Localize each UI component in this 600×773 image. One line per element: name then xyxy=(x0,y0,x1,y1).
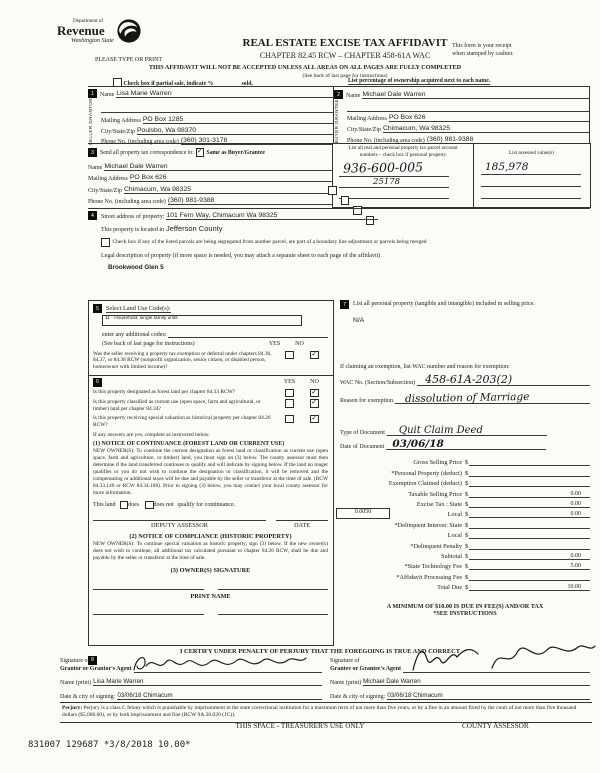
forest-no-checkbox[interactable] xyxy=(310,389,319,398)
historic-yes-checkbox[interactable] xyxy=(285,415,294,424)
buyer-side-label-2: GRANTEE xyxy=(334,99,339,125)
delinquent-interest-local-value xyxy=(581,532,590,538)
seller-mailing-value: PO Box 1285 xyxy=(142,115,184,123)
land-use-header-row xyxy=(93,304,328,313)
grantee-name-field[interactable] xyxy=(363,678,590,686)
corr-city-value: Chimacum, Wa 98325 xyxy=(124,185,191,193)
subtotal-field[interactable] xyxy=(469,552,590,560)
date-label: DATE xyxy=(293,522,311,530)
personal-property-checkbox-1[interactable] xyxy=(328,186,337,195)
buyer-phone-value: (360) 981-9388 xyxy=(426,136,474,143)
doc-date-field[interactable] xyxy=(386,438,546,450)
subtotal-value: 0.00 xyxy=(570,552,581,559)
forest-land-question: Is this property designated as forest land per chapter 84.33 RCW? xyxy=(93,388,236,395)
dollar-sign: $ xyxy=(465,532,469,540)
receipt-note-line1: This form is your receipt xyxy=(452,43,512,49)
section5-number: 5 xyxy=(93,304,102,313)
seller-city-label: City/State/Zip xyxy=(101,128,135,135)
grantor-name-value: Lisa Marie Warren xyxy=(93,678,144,685)
assessed-line-1[interactable] xyxy=(481,174,581,175)
doc-date-row xyxy=(340,438,590,450)
grantee-name-value: Michael Dale Warren xyxy=(363,678,421,685)
section6-number: 6 xyxy=(93,378,102,387)
grantee-name-print-label: Name (print) xyxy=(330,680,362,686)
send-correspondence-label: Send all property tax correspondence to: xyxy=(100,149,194,156)
seller-fields xyxy=(101,98,333,145)
local-rate-box: 0.0050 xyxy=(336,508,390,519)
doc-date-label: Date of Document xyxy=(340,444,385,450)
deputy-assessor-label: DEPUTY ASSESSOR xyxy=(151,522,208,530)
land-use-heading: Select Land Use Code(s): xyxy=(106,304,171,312)
personal-property-deduct-label: *Personal Property (deduct) xyxy=(391,469,462,477)
section5-yes-header: YES xyxy=(268,341,281,347)
grantor-date-city-value: 03/06/18 Chimacum xyxy=(117,692,173,699)
assessed-line-3[interactable] xyxy=(481,198,581,199)
delinquent-interest-state-value xyxy=(581,522,590,528)
buyer-name-value: Michael Dale Warren xyxy=(362,91,426,99)
grantor-sig-of-label: Signature of xyxy=(60,658,90,664)
selling-price-section xyxy=(340,300,590,617)
total-due-value: 10.00 xyxy=(567,584,581,591)
cashier-stamp: 831007 129687 *3/8/2018 10.00* xyxy=(28,740,191,750)
personal-property-heading-row xyxy=(340,300,590,309)
parcel-heading-line2: numbers – check box if personal property xyxy=(359,151,447,158)
reason-value: dissolution of Marriage xyxy=(404,390,530,406)
qualify-label: qualify for continuance. xyxy=(177,502,236,509)
doc-date-value: 03/06/18 xyxy=(392,438,444,450)
parcel-number-2: 25178 xyxy=(373,177,401,187)
seller-grantor-section xyxy=(88,87,334,144)
grantor-agent-label: Grantor or Grantor's Agent xyxy=(60,665,132,672)
doc-type-value: Quit Claim Deed xyxy=(398,425,483,436)
assessed-heading: List assessed value(s) xyxy=(509,150,554,156)
dor-swirl-icon xyxy=(116,18,142,49)
delinquent-interest-local-field[interactable] xyxy=(469,531,590,539)
exemption-claimed-row xyxy=(340,477,590,487)
seller-body xyxy=(88,98,333,145)
receipt-note xyxy=(452,43,572,59)
buyer-side-label xyxy=(334,99,347,144)
grantor-signature-row xyxy=(60,658,322,673)
subtotal-label: Subtotal xyxy=(441,552,462,560)
state-technology-fee-row xyxy=(340,560,590,570)
personal-property-checkbox-2[interactable] xyxy=(341,196,350,205)
section2-number: 2 xyxy=(334,90,343,99)
historic-question-row xyxy=(93,415,328,429)
dollar-sign: $ xyxy=(465,584,469,592)
date-slot xyxy=(276,519,328,529)
exemption-no-checkbox[interactable] xyxy=(310,351,319,360)
section6-block xyxy=(89,375,333,615)
excise-tax-local-row xyxy=(340,508,590,518)
please-type-label: PLEASE TYPE OR PRINT xyxy=(95,57,163,63)
parcel-heading-line1: List all real and personal property tax parcel account xyxy=(348,145,458,151)
if-yes-note: If any answers are yes, complete as instructed below. xyxy=(93,432,210,439)
section8-number: 8 xyxy=(88,656,97,665)
buyer-mailing-field[interactable] xyxy=(389,114,589,122)
parties-block xyxy=(88,86,590,144)
exemption-yes-checkbox[interactable] xyxy=(285,351,294,360)
tax-correspondence-section xyxy=(88,143,332,207)
does-not-label: does not xyxy=(153,502,174,509)
delinquent-penalty-value xyxy=(581,543,590,549)
total-due-field[interactable] xyxy=(469,583,590,591)
excise-tax-state-label: Excise Tax : State xyxy=(416,500,462,508)
buyer-city-field[interactable] xyxy=(383,125,589,133)
grantor-signature-field[interactable] xyxy=(134,658,322,673)
grantor-name-row xyxy=(60,678,322,686)
assessed-line-2[interactable] xyxy=(481,186,581,187)
see-instructions-note: *SEE INSTRUCTIONS xyxy=(433,610,497,618)
grantor-date-row xyxy=(60,692,322,700)
corr-name-value: Michael Dale Warren xyxy=(104,162,168,170)
signature-grid xyxy=(60,658,590,700)
buyer-city-label: City/State/Zip xyxy=(347,127,381,134)
grantee-date-city-value: 03/06/18 Chimacum xyxy=(387,692,443,699)
section5-no-header: NO xyxy=(295,341,304,347)
exemption-claimed-field[interactable] xyxy=(469,479,590,487)
seller-mailing-field[interactable] xyxy=(143,116,333,124)
corr-name-field[interactable] xyxy=(104,163,332,171)
partial-sale-suffix: sold. xyxy=(241,80,253,87)
section1-number: 1 xyxy=(88,89,97,98)
completion-warning: THIS AFFIDAVIT WILL NOT BE ACCEPTED UNLESS ALL AREAS ON ALL PAGES ARE FULLY COMPLETED xyxy=(148,64,462,71)
owner-signature-lines xyxy=(93,588,328,590)
legal-description-value: Brookwood Glen 5 xyxy=(108,263,164,271)
dollar-sign: $ xyxy=(465,500,469,508)
grantee-date-row xyxy=(330,692,590,700)
grantor-signature-block xyxy=(60,658,330,700)
excise-tax-state-field[interactable] xyxy=(469,500,590,508)
personal-property-heading: List all personal property (tangible and intangible) included in selling price. xyxy=(353,301,535,307)
print-name-lines xyxy=(93,613,328,615)
wac-value: 458-61A-203(2) xyxy=(425,373,513,386)
legal-description-label: Legal description of property (if more space is needed, you may attach a separate sheet to each page of the affidavit) xyxy=(101,252,381,259)
same-as-buyer-checkbox[interactable] xyxy=(196,148,205,157)
section6-header-row xyxy=(93,378,328,387)
seller-extra-name-field[interactable] xyxy=(101,105,333,113)
corr-phone-label: Phone No. (including area code) xyxy=(88,199,166,206)
notice-compliance-title: (2) NOTICE OF COMPLIANCE (HISTORIC PROPERTY) xyxy=(129,533,292,541)
section3-number: 3 xyxy=(88,148,97,157)
logo-dept-text: Department of xyxy=(73,18,104,24)
current-use-question: Is this property classified as current use (open space, farm and agricultural, or timber) land per chapter 84.34? xyxy=(93,399,261,412)
forest-land-question-row xyxy=(93,389,328,398)
perjury-bold: Perjury: xyxy=(62,705,83,711)
qualify-row xyxy=(93,501,328,510)
personal-property-deduct-row xyxy=(340,466,590,476)
corr-phone-value: (360) 981-9388 xyxy=(167,197,215,205)
doc-type-row xyxy=(340,425,590,436)
buyer-phone-label: Phone No. (including area code) xyxy=(347,138,425,144)
print-name-heading: PRINT NAME xyxy=(190,593,231,601)
street-address-value: 101 Fern Way, Chimacum Wa 98325 xyxy=(166,212,278,219)
see-back-yesno-row xyxy=(93,341,328,349)
exemption-question-text: Was the seller receiving a property tax exemption or deferral under chapters 84.36, 84.37, or 84.38 RCW (nonprofit organization, senior citizen, or disabled person, homeowner with limited income)? xyxy=(93,350,272,370)
seller-name-row xyxy=(88,87,333,98)
does-checkbox[interactable] xyxy=(120,501,129,510)
buyer-extra-name-field[interactable] xyxy=(347,104,589,112)
state-technology-fee-value: 5.00 xyxy=(570,563,581,570)
seller-side-label xyxy=(88,98,101,145)
buyer-name-field[interactable] xyxy=(362,91,589,99)
segregated-checkbox[interactable] xyxy=(101,238,110,247)
taxable-selling-price-value: 0.00 xyxy=(570,490,581,497)
land-use-section-box xyxy=(88,300,334,646)
section7-number: 7 xyxy=(340,300,349,309)
additional-codes-row xyxy=(93,330,328,338)
corr-city-label: City/State/Zip xyxy=(88,187,122,194)
total-due-label: Total Due xyxy=(437,584,462,592)
historic-no-checkbox[interactable] xyxy=(310,415,319,424)
segregated-label: Check box if any of the listed parcels are being segregated from another parcel, are part of a boundary line adjustment or parcels being merged xyxy=(112,239,427,246)
personal-property-value: N/A xyxy=(353,317,365,324)
seller-phone-label: Phone No. (including area code) xyxy=(101,139,179,146)
does-label: does xyxy=(128,502,139,509)
county-value: Jefferson County xyxy=(166,224,223,233)
land-use-code-value: 11 - Household, single family units xyxy=(105,316,178,321)
excise-tax-local-value: 0.00 xyxy=(570,511,581,518)
wac-label: WAC No. (Section/Subsection) xyxy=(340,380,416,386)
current-use-no-checkbox[interactable] xyxy=(310,399,319,408)
grantee-date-city-label: Date & city of signing: xyxy=(330,694,386,700)
ownership-note: List percentage of ownership acquired next to each name. xyxy=(348,78,491,84)
see-back-note: (See back of last page for instructions) xyxy=(302,72,388,79)
street-address-field[interactable] xyxy=(166,212,378,220)
doc-type-label: Type of Document xyxy=(340,430,385,436)
delinquent-interest-state-field[interactable] xyxy=(469,521,590,529)
deputy-assessor-row xyxy=(93,519,328,529)
reason-field[interactable] xyxy=(395,390,590,406)
grantee-signature-block xyxy=(330,658,590,700)
does-not-checkbox[interactable] xyxy=(145,501,154,510)
same-as-buyer-label: Same as Buyer/Grantee xyxy=(206,149,265,156)
dollar-sign: $ xyxy=(465,480,469,488)
exemption-claimed-label: Exemption Claimed (deduct) xyxy=(388,480,462,488)
additional-codes-field[interactable] xyxy=(168,330,328,338)
receipt-note-line2: when stamped by cashier. xyxy=(452,50,514,57)
buyer-mailing-value: PO Box 626 xyxy=(388,114,426,122)
dollar-sign: $ xyxy=(465,511,469,519)
grantee-sig-of-label: Signature of xyxy=(330,658,360,664)
dollar-sign: $ xyxy=(465,521,469,529)
print-name-line-1[interactable] xyxy=(93,613,204,615)
property-address-section xyxy=(88,208,590,271)
correspondence-header-row xyxy=(88,144,332,159)
buyer-body xyxy=(334,99,589,144)
corr-city-field[interactable] xyxy=(124,186,332,194)
corr-name-label: Name xyxy=(88,164,103,171)
located-label: This property is located in xyxy=(101,227,164,233)
reason-label: Reason for exemption xyxy=(340,398,393,404)
seller-name-field[interactable] xyxy=(116,90,333,98)
taxable-selling-price-label: Taxable Selling Price xyxy=(408,490,462,498)
grantor-name-field[interactable] xyxy=(93,678,322,686)
gross-selling-price-value xyxy=(581,459,590,465)
gross-selling-price-label: Gross Selling Price xyxy=(413,459,462,467)
street-address-row xyxy=(88,211,590,220)
seller-name-label: Name xyxy=(100,92,115,98)
personal-property-deduct-value xyxy=(581,470,590,476)
historic-question: Is this property receiving special valuation as historical property per chapter 84.26 RCW? xyxy=(93,414,271,428)
parcel-line-2[interactable] xyxy=(339,187,449,188)
county-assessor-label: COUNTY ASSESSOR xyxy=(462,722,529,730)
grantor-date-city-field[interactable] xyxy=(117,692,322,700)
taxable-selling-price-field[interactable] xyxy=(469,490,590,498)
dor-logo xyxy=(57,18,142,49)
form-subtitle: CHAPTER 82.45 RCW – CHAPTER 458-61A WAC xyxy=(259,51,431,60)
notice-continuance-body: NEW OWNER(S): To continue the current designation as forest land or classification as current use (open space, farm and agriculture, or timber) land, you must sign on (3) below. The county assessor must then determine if the land transferred continues to qualify and will indicate by signing below. If the land no longer qualifies or you do not wish to continue the designation or classification, it will be removed and the compensating or additional taxes will be due and payable by the seller or transferor at the time of sale. (RCW 84.33.140 or RCW 84.34.108). Prior to signing (3) below, you may contact your local county assessor for more information. xyxy=(93,448,328,496)
forest-yes-checkbox[interactable] xyxy=(285,389,294,398)
deputy-assessor-line[interactable] xyxy=(93,519,266,521)
affidavit-processing-fee-value xyxy=(581,574,590,580)
grantee-name-row xyxy=(330,678,590,686)
delinquent-interest-local-row xyxy=(340,529,590,539)
taxable-selling-price-row xyxy=(340,487,590,497)
segregated-row xyxy=(88,238,590,247)
corr-mailing-label: Mailing Address xyxy=(88,176,128,183)
form-title: REAL ESTATE EXCISE TAX AFFIDAVIT xyxy=(242,37,448,49)
delinquent-penalty-row xyxy=(340,539,590,549)
buyer-city-value: Chimacum, Wa 98325 xyxy=(383,125,450,133)
owner-signature-line-2[interactable] xyxy=(218,588,329,590)
dollar-sign: $ xyxy=(465,552,469,560)
dollar-sign: $ xyxy=(465,459,469,467)
seller-mailing-label: Mailing Address xyxy=(101,117,141,124)
land-use-code-select[interactable] xyxy=(102,315,302,326)
buyer-name-label: Name xyxy=(346,93,361,100)
wac-field[interactable] xyxy=(417,373,590,386)
buyer-mailing-label: Mailing Address xyxy=(347,116,387,123)
seller-phone-value: (360) 301-3178 xyxy=(180,137,228,145)
parcel-line-3[interactable] xyxy=(339,198,449,199)
section6-yes-header: YES xyxy=(283,378,296,385)
treasurer-use-label: THIS SPACE - TREASURER'S USE ONLY xyxy=(235,722,365,730)
exemption-question-row xyxy=(93,351,328,371)
gross-selling-price-row xyxy=(340,456,590,466)
dollar-sign: $ xyxy=(465,469,469,477)
affidavit-processing-fee-label: *Affidavit Processing Fee xyxy=(396,573,462,581)
excise-tax-local-field[interactable] xyxy=(469,510,590,518)
corr-mailing-field[interactable] xyxy=(130,174,332,182)
excise-tax-local-label: Local xyxy=(447,511,462,519)
grantee-agent-label: Grantee or Grantee's Agent xyxy=(330,665,402,672)
seller-name-value: Lisa Marie Warren xyxy=(116,90,172,97)
wac-row xyxy=(340,373,590,386)
seller-side-label-2: GRANTOR xyxy=(88,98,93,124)
corr-phone-field[interactable] xyxy=(168,197,332,205)
buyer-grantee-section xyxy=(334,87,590,144)
delinquent-interest-state-label: *Delinquent Interest: State xyxy=(394,521,462,529)
owner-signature-line-1[interactable] xyxy=(93,588,204,590)
reason-row xyxy=(340,390,590,406)
parcel-number-1: 936-600-005 xyxy=(342,159,424,176)
personal-property-deduct-field[interactable] xyxy=(469,469,590,477)
dollar-sign: $ xyxy=(465,490,469,498)
gross-selling-price-field[interactable] xyxy=(469,458,590,466)
current-use-yes-checkbox[interactable] xyxy=(285,399,294,408)
exemption-heading: If claiming an exemption, list WAC number and reason for exemption: xyxy=(340,364,510,370)
logo-revenue-text: Revenue xyxy=(57,23,105,38)
seller-side-label-1: SELLER xyxy=(88,125,93,146)
total-due-row xyxy=(340,581,590,591)
notice-compliance-body: NEW OWNER(S): To continue special valuation as historic property, sign (3) below. If the new owner(s) does not wish to continue, all additional tax calculated pursuant to chapter 84.26 RCW, shall be due and payable by the seller or transferor at the time of sale. xyxy=(93,541,328,562)
street-address-label: Street address of property: xyxy=(101,214,165,220)
corr-mailing-value: PO Box 626 xyxy=(129,174,167,182)
section4-number: 4 xyxy=(88,211,97,220)
subtotal-row xyxy=(340,550,590,560)
state-technology-fee-field[interactable] xyxy=(469,562,590,570)
deputy-assessor-slot xyxy=(93,519,266,529)
state-technology-fee-label: *State Technology Fee xyxy=(404,563,462,571)
excise-tax-state-row xyxy=(340,498,590,508)
grantor-date-city-label: Date & city of signing: xyxy=(60,694,116,700)
notice-continuance-title: (1) NOTICE OF CONTINUANCE (FOREST LAND OR CURRENT USE) xyxy=(93,441,285,448)
grantor-name-print-label: Name (print) xyxy=(60,680,92,686)
perjury-note xyxy=(60,702,592,723)
dollar-sign: $ xyxy=(465,563,469,571)
buyer-side-label-1: BUYER xyxy=(334,126,339,144)
section5-see-back: (See back of last page for instructions) xyxy=(102,341,195,347)
affidavit-processing-fee-row xyxy=(340,570,590,580)
minimum-due-note: A MINIMUM OF $10.00 IS DUE IN FEE(S) AND/OR TAX xyxy=(386,603,544,611)
date-line[interactable] xyxy=(276,519,328,521)
exemption-claimed-value xyxy=(581,480,590,486)
current-use-question-row xyxy=(93,399,328,413)
certify-statement: I CERTIFY UNDER PENALTY OF PERJURY THAT THE FOREGOING IS TRUE AND CORRECT xyxy=(179,648,461,655)
perjury-text: Perjury is a class C felony which is punishable by imprisonment in the state correctional institution for a maximum term of not more than five years, or by a fine in an amount fixed by the court of not more than five thousand dollars ($5,000.00), or by both imprisonment and fine (RCW 9A.20.020 (1C)). xyxy=(62,705,577,719)
dollar-sign: $ xyxy=(465,573,469,581)
delinquent-interest-state-row xyxy=(340,518,590,528)
this-land-label: This land xyxy=(93,502,116,509)
delinquent-interest-local-label: Local xyxy=(447,532,462,540)
buyer-fields xyxy=(347,99,589,144)
grantee-signature-row xyxy=(330,658,590,673)
delinquent-penalty-field[interactable] xyxy=(469,542,590,550)
section6-no-header: NO xyxy=(310,378,319,385)
parcel-heading xyxy=(333,144,473,158)
affidavit-processing-fee-field[interactable] xyxy=(469,573,590,581)
seller-city-value: Poulsbo, Wa 98370 xyxy=(137,126,197,134)
partial-sale-label: Check box if partial sale, indicate % xyxy=(123,80,214,87)
dollar-sign: $ xyxy=(465,542,469,550)
owners-signature-heading: (3) OWNER(S) SIGNATURE xyxy=(170,567,251,575)
delinquent-penalty-label: *Delinquent Penalty xyxy=(410,542,462,550)
logo-state-text: Washington State xyxy=(71,37,114,44)
money-table xyxy=(340,456,590,591)
county-row xyxy=(88,224,590,233)
buyer-name-row xyxy=(334,87,589,99)
parcel-numbers-box xyxy=(332,143,474,208)
doc-type-field[interactable] xyxy=(387,425,547,436)
excise-tax-state-value: 0.00 xyxy=(570,500,581,507)
additional-codes-label: enter any additional codes: xyxy=(102,332,167,338)
grantee-signature-field[interactable] xyxy=(403,658,590,673)
grantee-date-city-field[interactable] xyxy=(387,692,590,700)
seller-city-field[interactable] xyxy=(137,127,333,135)
assessed-values-box xyxy=(473,143,591,208)
assessed-value: 185,978 xyxy=(485,161,529,173)
print-name-line-2[interactable] xyxy=(218,613,329,615)
